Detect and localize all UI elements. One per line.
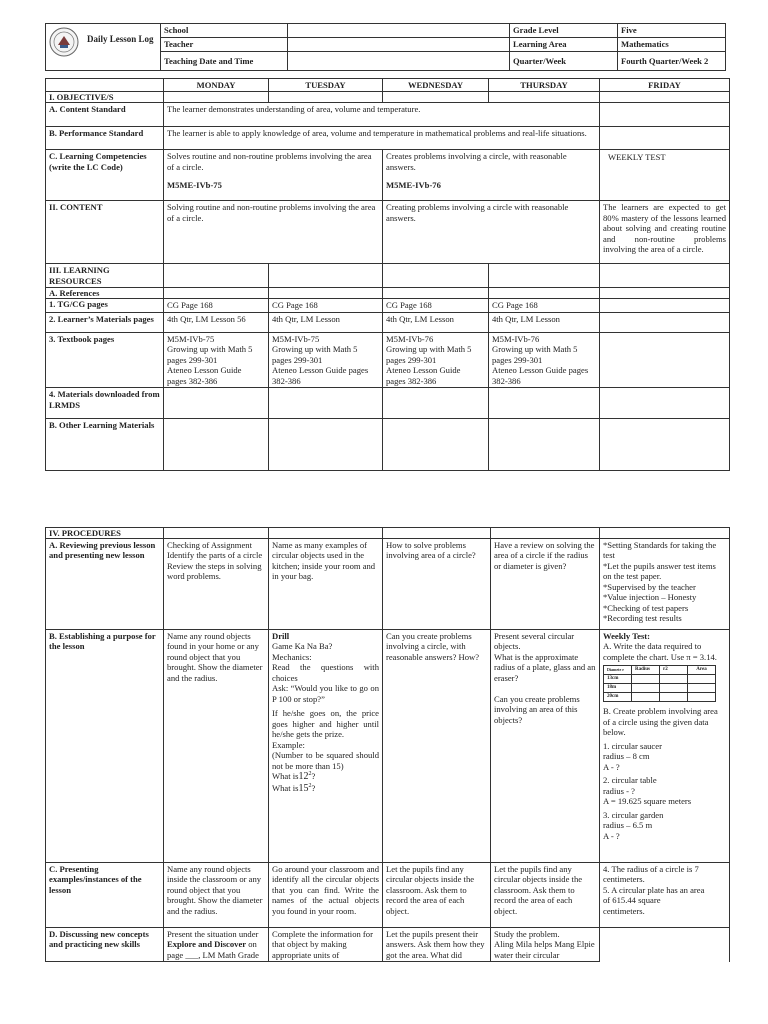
discussing-concepts-label: D. Discussing new concepts and practicing new skills: [46, 928, 164, 962]
grade-level-value: Five: [618, 24, 726, 38]
weekly-test-title: Weekly Test: [603, 631, 648, 641]
discussing-tue: Complete the information for that object by making appropriate units of: [269, 928, 383, 962]
tg-wed: CG Page 168: [383, 299, 489, 312]
purpose-fri: [600, 630, 730, 863]
reviewing-fri: *Setting Standards for taking the test *Let the pupils answer test items on the test paper. *Supervised by the teacher *Value injection – Honesty *Checking of test papers *Recording test results: [600, 539, 730, 630]
lm-mon: 4th Qtr, LM Lesson 56: [164, 312, 269, 332]
chart-head-radius: Radius: [632, 666, 660, 675]
chart-row: [604, 675, 716, 684]
reviewing-mon: Checking of Assignment Identify the parts of a circle Review the steps in solving word problems.: [164, 539, 269, 630]
competency-code-75: M5ME-IVb-75: [167, 180, 222, 191]
procedures-heading-row: [46, 528, 730, 539]
content-wed-thu: Creating problems involving a circle with reasonable answers.: [383, 201, 600, 264]
references-label: A. References: [46, 288, 164, 299]
content-standard-row: [46, 103, 730, 127]
weekly-test-heading: Weekly Test:: [603, 631, 651, 641]
chart-head-r2: r2: [660, 666, 688, 675]
day-thursday: THURSDAY: [489, 79, 600, 92]
textbook-row: [46, 332, 730, 387]
reviewing-label: A. Reviewing previous lesson and presenting new lesson: [46, 539, 164, 630]
drill-question-2-text: What is: [272, 783, 299, 794]
discussing-mon: [164, 928, 269, 962]
day-tuesday: TUESDAY: [269, 79, 383, 92]
learners-materials-row: [46, 312, 730, 332]
discussing-mon-text-2: on page ___, LM Math Grade: [167, 939, 259, 960]
competency-code-76: M5ME-IVb-76: [386, 180, 441, 191]
learning-area-label: Learning Area: [510, 38, 618, 52]
tg-cg-label: 1. TG/CG pages: [46, 299, 164, 312]
establishing-purpose-label: B. Establishing a purpose for the lesson: [46, 630, 164, 863]
performance-standard-text: The learner is able to apply knowledge of area, volume and temperature in mathematical problems and real-life situations.: [164, 127, 600, 150]
textbook-wed: M5M-IVb-76 Growing up with Math 5 pages 299-301 Ateneo Lesson Guide pages 382-386: [383, 332, 489, 387]
test-item-1: 1. circular saucer radius – 8 cm A - ?: [603, 740, 662, 772]
drill-question-1-text: What is: [272, 771, 299, 782]
textbook-label: 3. Textbook pages: [46, 332, 164, 387]
discussing-mon-bold: Explore and Discover: [167, 939, 247, 950]
purpose-mon: Name any round objects found in your home or any round object that you brought. Show the diameter and the radius.: [164, 630, 269, 863]
examples-mon: Name any round objects inside the classroom or any round object that you brought. Show the diameter and the radius.: [164, 863, 269, 928]
objectives-heading-row: [46, 92, 730, 103]
procedures-heading: IV. PROCEDURES: [46, 528, 164, 539]
document-title: Daily Lesson Log: [87, 34, 154, 44]
learners-materials-label: 2. Learner’s Materials pages: [46, 312, 164, 332]
chart-row-2-diameter: 18m: [604, 684, 632, 693]
weekly-test-part-a: A. Write the data required to complete the chart. Use π = 3.14.: [603, 641, 717, 662]
drill-question-1: What $is12^2$?: [272, 771, 316, 783]
examples-fri: 4. The radius of a circle is 7 centimeters. 5. A circular plate has an area of 615.44 square centimeters.: [600, 863, 730, 928]
school-label: School: [161, 24, 288, 38]
tg-cg-row: [46, 299, 730, 312]
grade-level-label: Grade Level: [510, 24, 618, 38]
objectives-heading: I. OBJECTIVE/S: [46, 92, 164, 103]
competency-wed-thu-text: Creates problems involving a circle, with reasonable answers.: [386, 151, 567, 172]
tg-tue: CG Page 168: [269, 299, 383, 312]
teacher-value: [288, 38, 510, 52]
drill-game: Game Ka Na Ba? Mechanics:: [272, 641, 333, 662]
content-heading: II. CONTENT: [46, 201, 164, 264]
lesson-plan-table: [45, 78, 730, 471]
competency-wed-thu: [383, 150, 600, 201]
examples-wed: Let the pupils find any circular objects inside the classroom. Ask them to record the area of each object.: [383, 863, 491, 928]
drill-heading: Drill: [272, 631, 290, 641]
chart-row-1-diameter: 13cm: [604, 675, 632, 684]
days-header-row: [46, 79, 730, 92]
drill-question-1-num: 12: [298, 771, 309, 783]
content-row: [46, 201, 730, 264]
examples-tue: Go around your classroom and identify all the circular objects that you can find. Write the names of the actual objects you found in your room.: [269, 863, 383, 928]
day-wednesday: WEDNESDAY: [383, 79, 489, 92]
quarter-week-value: Fourth Quarter/Week 2: [618, 52, 726, 71]
tg-mon: CG Page 168: [164, 299, 269, 312]
lrmds-label: 4. Materials downloaded from LRMDS: [46, 388, 164, 419]
reviewing-tue: Name as many examples of circular objects used in the kitchen; inside your room and in your bag.: [269, 539, 383, 630]
chart-head-area: Area: [688, 666, 716, 675]
chart-row: [604, 684, 716, 693]
drill-question-2-num: 15: [298, 783, 309, 795]
reviewing-thu: Have a review on solving the area of a circle if the radius or diameter is given?: [491, 539, 600, 630]
header-table: [45, 23, 726, 71]
test-item-3: 3. circular garden radius – 6.5 m A - ?: [603, 809, 664, 841]
textbook-mon: M5M-IVb-75 Growing up with Math 5 pages 299-301 Ateneo Lesson Guide pages 382-386: [164, 332, 269, 387]
header-row-school: [46, 24, 726, 38]
logo-cell: [46, 24, 161, 71]
reviewing-wed: How to solve problems involving area of a circle?: [383, 539, 491, 630]
lrmds-row: [46, 388, 730, 419]
content-standard-text: The learner demonstrates understanding of area, volume and temperature.: [164, 103, 600, 127]
drill-rule: If he/she goes on, the price goes higher and higher until he/she gets the prize.: [272, 708, 379, 740]
purpose-tue: [269, 630, 383, 863]
drill-example: Example: (Number to be squared should not be more than 15): [272, 739, 379, 771]
purpose-thu: Present several circular objects. What is the approximate radius of a plate, glass and an eraser? Can you create problems involving an area of this objects?: [491, 630, 600, 863]
day-monday: MONDAY: [164, 79, 269, 92]
discussing-wed: Let the pupils present their answers. Ask them how they got the area. What did: [383, 928, 491, 962]
quarter-week-label: Quarter/Week: [510, 52, 618, 71]
performance-standard-row: [46, 127, 730, 150]
establishing-purpose-row: [46, 630, 730, 863]
content-friday: The learners are expected to get 80% mastery of the lessons learned about solving and creating routine and non-routine problems involving the area of a circle.: [600, 201, 730, 264]
discussing-concepts-row: [46, 928, 730, 962]
reviewing-row: [46, 539, 730, 630]
lm-wed: 4th Qtr, LM Lesson: [383, 312, 489, 332]
weekly-test-part-b: B. Create problem involving area of a circle using the given data below.: [603, 706, 718, 738]
content-mon-tue: Solving routine and non-routine problems involving the area of a circle.: [164, 201, 383, 264]
tg-thu: CG Page 168: [489, 299, 600, 312]
drill-question-2: What $is15^2$?: [272, 783, 316, 795]
presenting-examples-row: [46, 863, 730, 928]
lm-tue: 4th Qtr, LM Lesson: [269, 312, 383, 332]
purpose-wed: Can you create problems involving a circle, with reasonable answers? How?: [383, 630, 491, 863]
textbook-tue: M5M-IVb-75 Growing up with Math 5 pages 299-301 Ateneo Lesson Guide pages 382-386: [269, 332, 383, 387]
other-materials-label: B. Other Learning Materials: [46, 419, 164, 471]
competency-mon-tue-text: Solves routine and non-routine problems involving the area of a circle.: [167, 151, 372, 172]
drill-ask: Ask: “Would you like to go on P 100 or stop?”: [272, 683, 379, 704]
performance-standard-label: B. Performance Standard: [46, 127, 164, 150]
circle-data-chart: [603, 665, 716, 702]
textbook-thu: M5M-IVb-76 Growing up with Math 5 pages 299-301 Ateneo Lesson Guide pages 382-386: [489, 332, 600, 387]
day-friday: FRIDAY: [600, 79, 730, 92]
test-item-2: 2. circular table radius - ? A = 19.625 square meters: [603, 775, 692, 807]
lm-thu: 4th Qtr, LM Lesson: [489, 312, 600, 332]
learning-area-value: Mathematics: [618, 38, 726, 52]
learning-competencies-label: C. Learning Competencies (write the LC Code): [46, 150, 164, 201]
teaching-date-label: Teaching Date and Time: [161, 52, 288, 71]
references-row: [46, 288, 730, 299]
competency-friday: WEEKLY TEST: [600, 150, 730, 201]
chart-row: [604, 693, 716, 702]
chart-header-row: [604, 666, 716, 675]
learning-competencies-row: [46, 150, 730, 201]
content-standard-label: A. Content Standard: [46, 103, 164, 127]
school-value: [288, 24, 510, 38]
discussing-thu: Study the problem. Aling Mila helps Mang Elpie water their circular: [491, 928, 600, 962]
competency-mon-tue: [164, 150, 383, 201]
discussing-mon-text-1: Present the situation under: [167, 929, 259, 939]
presenting-examples-label: C. Presenting examples/instances of the lesson: [46, 863, 164, 928]
learning-resources-row: [46, 264, 730, 288]
chart-row-3-diameter: 20cm: [604, 693, 632, 702]
teaching-date-value: [288, 52, 510, 71]
chart-head-diameter: Diamete r: [604, 666, 632, 675]
other-materials-row: [46, 419, 730, 471]
examples-thu: Let the pupils find any circular objects inside the classroom. Ask them to record the area of each object.: [491, 863, 600, 928]
procedures-table: [45, 527, 730, 962]
learning-resources-heading: III. LEARNING RESOURCES: [46, 264, 164, 288]
teacher-label: Teacher: [161, 38, 288, 52]
drill-read: Read the questions with choices: [272, 662, 379, 683]
